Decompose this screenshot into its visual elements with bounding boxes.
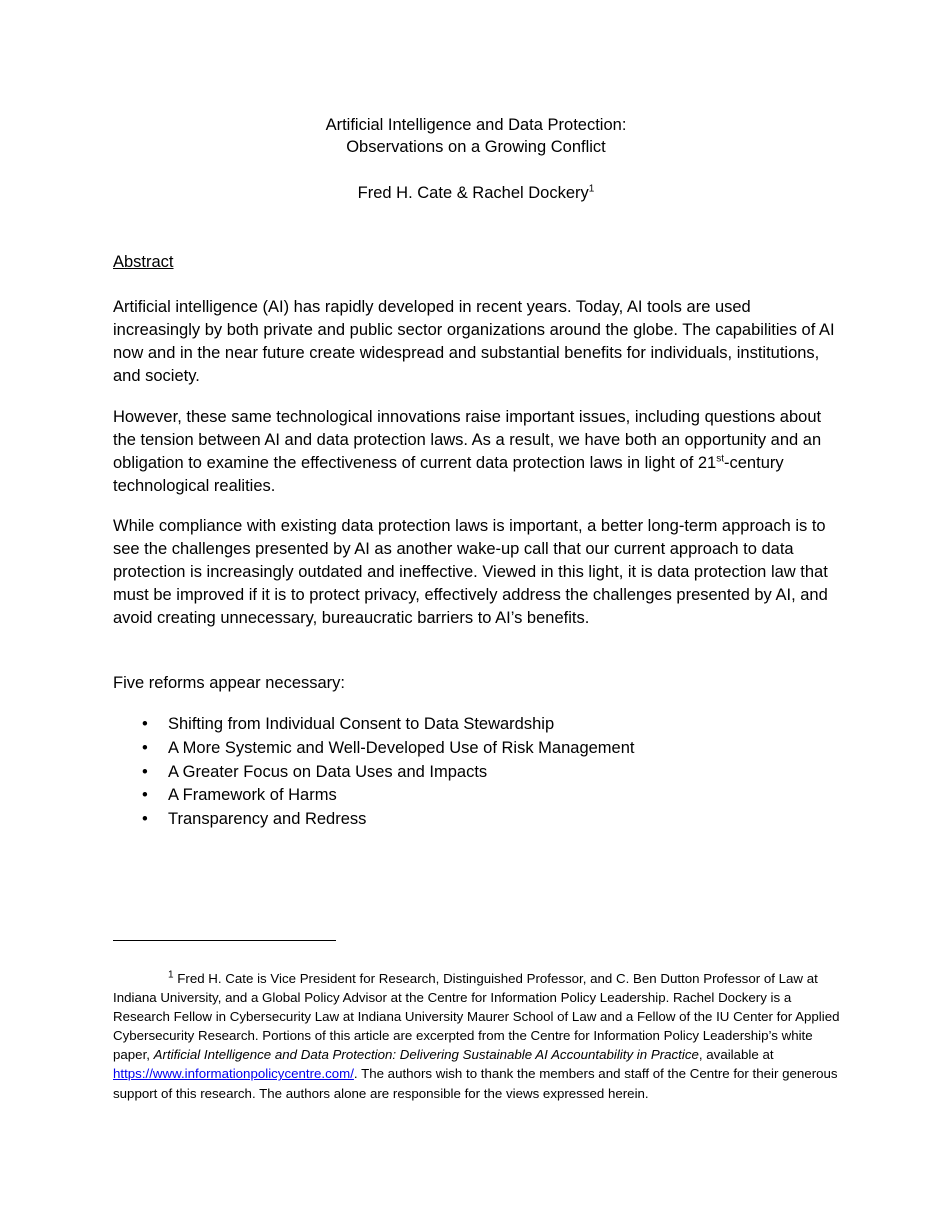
author-line [113,182,839,204]
author-footnote-marker: 1 [588,183,595,195]
abstract-paragraph-2 [113,406,839,498]
reform-text: A Greater Focus on Data Uses and Impacts [168,762,488,781]
author-names: Fred H. Cate & Rachel Dockery [357,184,589,202]
white-paper-title: Artificial Intelligence and Data Protection: Delivering Sustainable AI Accountability in Practice [153,1047,699,1063]
reform-text: Transparency and Redress [168,810,367,829]
footnote-separator [113,940,336,941]
footnote-text-middle: , available at [698,1047,774,1063]
ordinal-suffix: st [716,453,725,465]
bullet-icon: • [142,715,148,733]
reform-text: A More Systemic and Well-Developed Use of Risk Management [168,738,635,757]
paragraph-2-text-start: However, these same technological innovations raise important issues, including questions about the tension between AI and data protection laws. As a result, we have both an opportunity and an obligation to examine the effectiveness of current data protection laws in light of 21 [113,408,822,472]
footnote [113,969,843,1103]
abstract-paragraph-3: While compliance with existing data protection laws is important, a better long-term approach is to see the challenges presented by AI as another wake-up call that our current approach to data protection is increasingly outdated and ineffective. Viewed in this light, it is data protection law that must be improved if it is to protect privacy, effectively address the challenges presented by AI, and avoid creating unnecessary, bureaucratic barriers to AI’s benefits. [113,517,828,627]
list-item [113,737,839,761]
abstract-heading: Abstract [113,253,174,271]
footnote-link[interactable]: https://www.informationpolicycentre.com/ [113,1066,354,1082]
paragraph-2-text-end: -century technological realities. [113,454,784,495]
list-item [113,761,839,785]
bullet-icon: • [142,762,148,781]
list-item [113,713,839,737]
reform-text: Shifting from Individual Consent to Data Stewardship [168,715,555,733]
reforms-list [113,713,839,832]
title-line-2: Observations on a Growing Conflict [346,138,606,156]
footnote-marker: 1 [168,969,174,981]
bullet-icon: • [142,810,148,829]
footnote-text-end: . The authors wish to thank the members and staff of the Centre for their generous support of this research. The authors alone are responsible for the views expressed herein. [113,1066,838,1101]
paper-title [113,114,839,158]
reform-text: A Framework of Harms [168,786,337,805]
footnote-text-start: Fred H. Cate is Vice President for Research, Distinguished Professor, and C. Ben Dutton Professor of Law at Indiana University, and a Global Policy Advisor at the Centre for Information Policy Leadership. Rachel Dockery is a Research Fellow in Cybersecurity Law at Indiana University Maurer School of Law and a Fellow of the IU Center for Applied Cybersecurity Research. Portions of this article are excerpted from the Centre for Information Policy Leadership’s white paper, [113,971,840,1063]
list-item [113,784,839,808]
abstract-paragraph-1: Artificial intelligence (AI) has rapidly developed in recent years. Today, AI tools are used increasingly by both private and public sector organizations around the globe. The capabilities of AI now and in the near future create widespread and substantial benefits for individuals, institutions, and society. [113,298,835,385]
reforms-intro: Five reforms appear necessary: [113,674,346,692]
title-line-1: Artificial Intelligence and Data Protection: [325,116,627,134]
bullet-icon: • [142,738,148,757]
list-item [113,808,839,832]
bullet-icon: • [142,786,148,805]
